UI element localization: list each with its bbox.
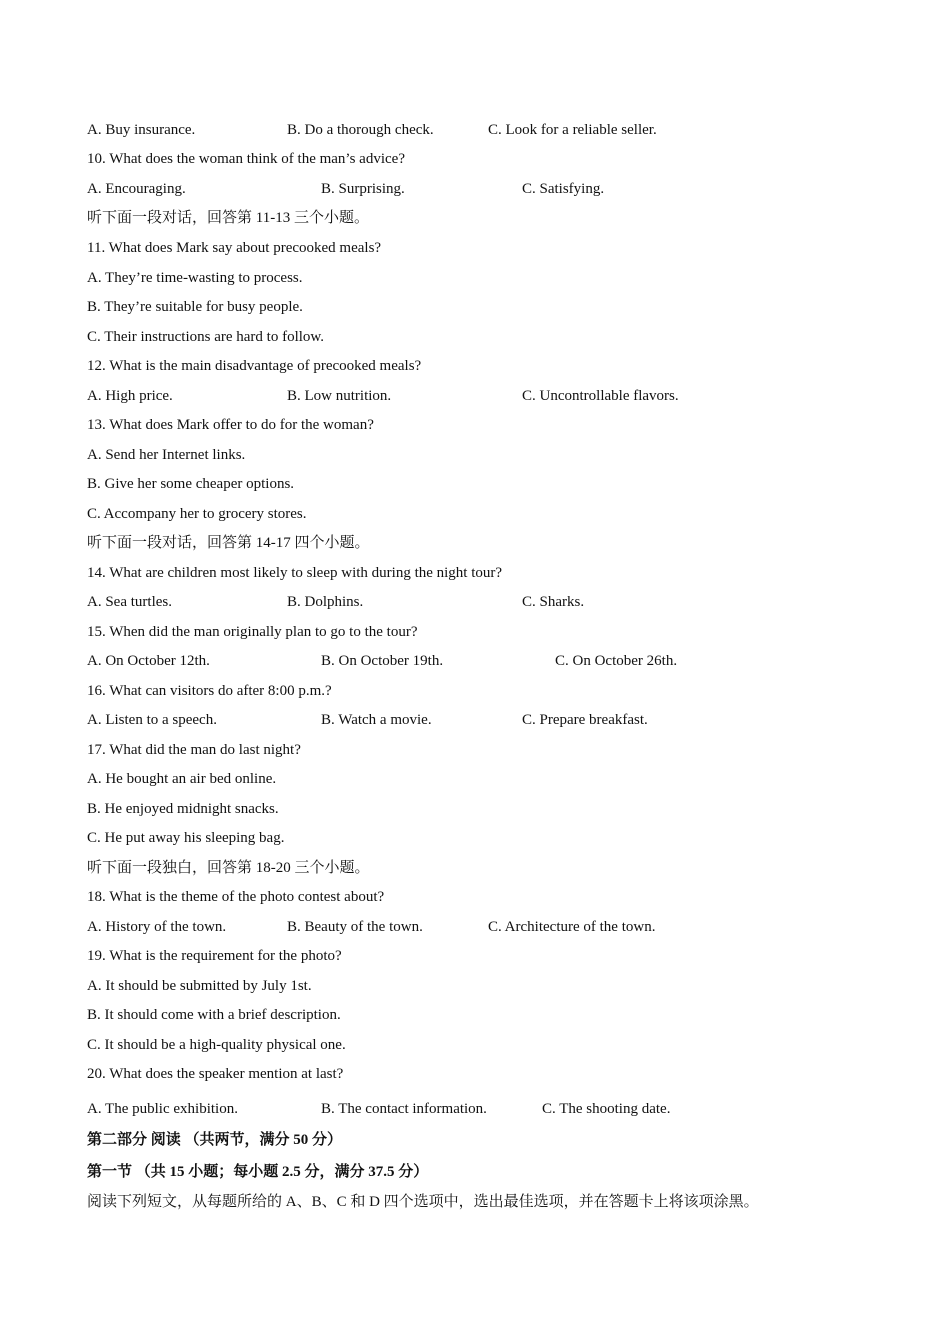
q20-option-c: C. The shooting date.	[542, 1101, 671, 1117]
part2-heading: 第二部分 阅读 （共两节，满分 50 分）	[87, 1132, 343, 1148]
q9-option-a: A. Buy insurance.	[87, 122, 196, 138]
q18-option-b: B. Beauty of the town.	[287, 919, 423, 935]
q17-question: 17. What did the man do last night?	[87, 742, 301, 758]
q14-option-c: C. Sharks.	[522, 594, 585, 610]
section-instruction-18-20: 听下面一段独白，回答第 18-20 三个小题。	[87, 860, 370, 876]
q11-question: 11. What does Mark say about precooked meals?	[87, 240, 382, 256]
q19-option-a: A. It should be submitted by July 1st.	[87, 978, 312, 994]
q13-option-b: B. Give her some cheaper options.	[87, 476, 295, 492]
q9-option-b: B. Do a thorough check.	[287, 122, 434, 138]
section1-heading: 第一节 （共 15 小题；每小题 2.5 分，满分 37.5 分）	[87, 1164, 429, 1180]
q18-question: 18. What is the theme of the photo contest about?	[87, 889, 385, 905]
section-instruction-11-13: 听下面一段对话，回答第 11-13 三个小题。	[87, 210, 369, 226]
q16-option-c: C. Prepare breakfast.	[522, 712, 648, 728]
q11-option-c: C. Their instructions are hard to follow.	[87, 329, 325, 345]
q14-option-a: A. Sea turtles.	[87, 594, 172, 610]
q19-question: 19. What is the requirement for the photo?	[87, 948, 342, 964]
q20-option-a: A. The public exhibition.	[87, 1101, 238, 1117]
q12-option-c: C. Uncontrollable flavors.	[522, 388, 679, 404]
q20-question: 20. What does the speaker mention at last?	[87, 1066, 344, 1082]
reading-instructions: 阅读下列短文，从每题所给的 A、B、C 和 D 四个选项中，选出最佳选项，并在答题卡上将该项涂黑。	[87, 1194, 759, 1210]
q16-question: 16. What can visitors do after 8:00 p.m.?	[87, 683, 332, 699]
q16-option-b: B. Watch a movie.	[321, 712, 432, 728]
q11-option-a: A. They’re time-wasting to process.	[87, 270, 303, 286]
q10-option-a: A. Encouraging.	[87, 181, 186, 197]
q15-question: 15. When did the man originally plan to go to the tour?	[87, 624, 418, 640]
q12-option-b: B. Low nutrition.	[287, 388, 392, 404]
q12-question: 12. What is the main disadvantage of precooked meals?	[87, 358, 422, 374]
q15-option-c: C. On October 26th.	[555, 653, 678, 669]
q17-option-a: A. He bought an air bed online.	[87, 771, 277, 787]
q14-question: 14. What are children most likely to sleep with during the night tour?	[87, 565, 503, 581]
q18-option-a: A. History of the town.	[87, 919, 227, 935]
q19-option-c: C. It should be a high-quality physical one.	[87, 1037, 346, 1053]
q20-option-b: B. The contact information.	[321, 1101, 487, 1117]
q17-option-c: C. He put away his sleeping bag.	[87, 830, 285, 846]
q19-option-b: B. It should come with a brief description.	[87, 1007, 341, 1023]
q13-question: 13. What does Mark offer to do for the woman?	[87, 417, 374, 433]
q15-option-a: A. On October 12th.	[87, 653, 210, 669]
section-instruction-14-17: 听下面一段对话，回答第 14-17 四个小题。	[87, 535, 370, 551]
q16-option-a: A. Listen to a speech.	[87, 712, 217, 728]
q13-option-c: C. Accompany her to grocery stores.	[87, 506, 307, 522]
q14-option-b: B. Dolphins.	[287, 594, 364, 610]
q18-option-c: C. Architecture of the town.	[488, 919, 656, 935]
q13-option-a: A. Send her Internet links.	[87, 447, 246, 463]
q11-option-b: B. They’re suitable for busy people.	[87, 299, 303, 315]
q15-option-b: B. On October 19th.	[321, 653, 444, 669]
q10-question: 10. What does the woman think of the man’s advice?	[87, 151, 405, 167]
q10-option-b: B. Surprising.	[321, 181, 405, 197]
q17-option-b: B. He enjoyed midnight snacks.	[87, 801, 279, 817]
q9-option-c: C. Look for a reliable seller.	[488, 122, 657, 138]
q12-option-a: A. High price.	[87, 388, 173, 404]
q10-option-c: C. Satisfying.	[522, 181, 605, 197]
